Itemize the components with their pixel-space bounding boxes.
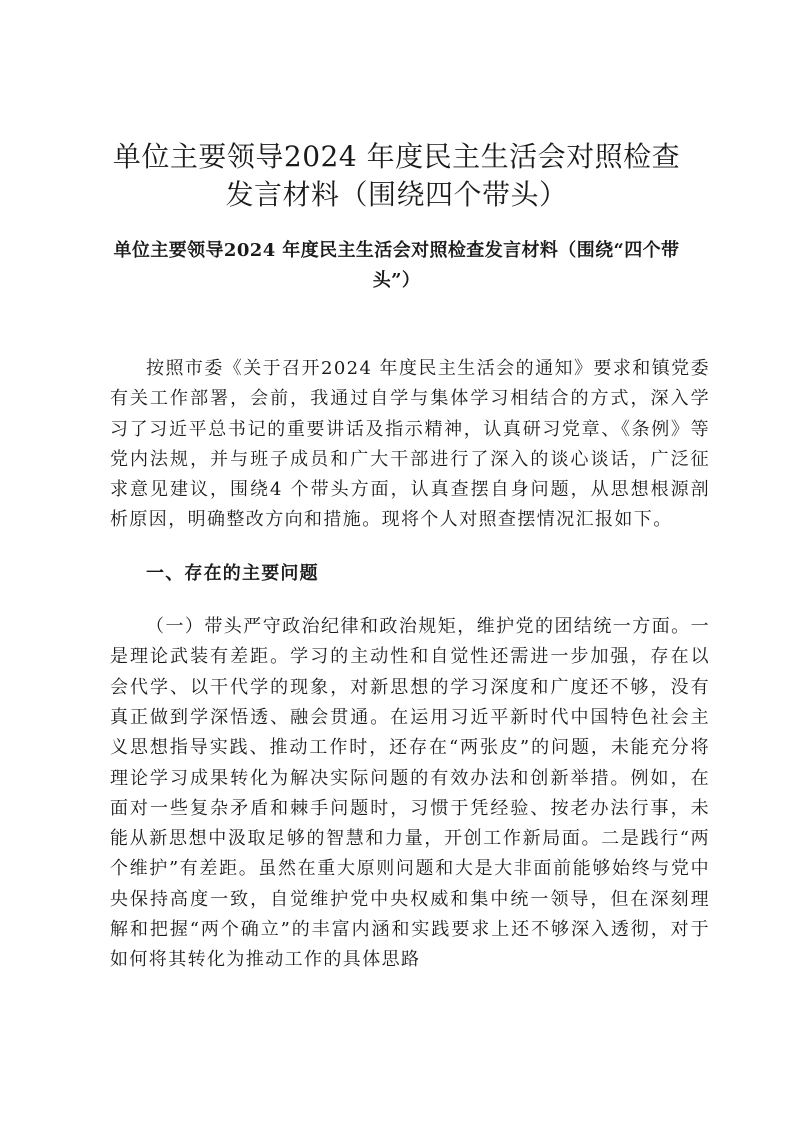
intro-paragraph: 按照市委《关于召开2024 年度民主生活会的通知》要求和镇党委有关工作部署，会前，我通过自学与集体学习相结合的方式，深入学习了习近平总书记的重要讲话及指示精神，认真研习党章、《条例》等党内法规，并与班子成员和广大干部进行了深入的谈心谈话，广泛征求意见建议，围绕4 个带头方面，认真查摆自身问题，从思想根源剖析原因，明确整改方向和措施。现将个人对照查摆情况汇报如下。	[110, 358, 710, 531]
document-subtitle: 单位主要领导2024 年度民主生活会对照检查发言材料（围绕“四个带头”）	[113, 240, 680, 291]
document-title: 单位主要领导2024 年度民主生活会对照检查发言材料（围绕四个带头）	[112, 140, 681, 211]
body-paragraph: （一）带头严守政治纪律和政治规矩，维护党的团结统一方面。一是理论武装有差距。学习的主动性和自觉性还需进一步加强，存在以会代学、以干代学的现象，对新思想的学习深度和广度还不够，没有真正做到学深悟透、融会贯通。在运用习近平新时代中国特色社会主义思想指导实践、推动工作时，还存在“两张皮”的问题，未能充分将理论学习成果转化为解决实际问题的有效办法和创新举措。例如，在面对一些复杂矛盾和棘手问题时，习惯于凭经验、按老办法行事，未能从新思想中汲取足够的智慧和力量，开创工作新局面。二是践行“两个维护”有差距。虽然在重大原则问题和大是大非面前能够始终与党中央保持高度一致，自觉维护党中央权威和集中统一领导，但在深刻理解和把握“两个确立”的丰富内涵和实践要求上还不够深入透彻，对于如何将其转化为推动工作的具体思路	[110, 616, 710, 971]
document-body	[110, 354, 710, 976]
section-heading: 一、存在的主要问题	[146, 562, 319, 584]
